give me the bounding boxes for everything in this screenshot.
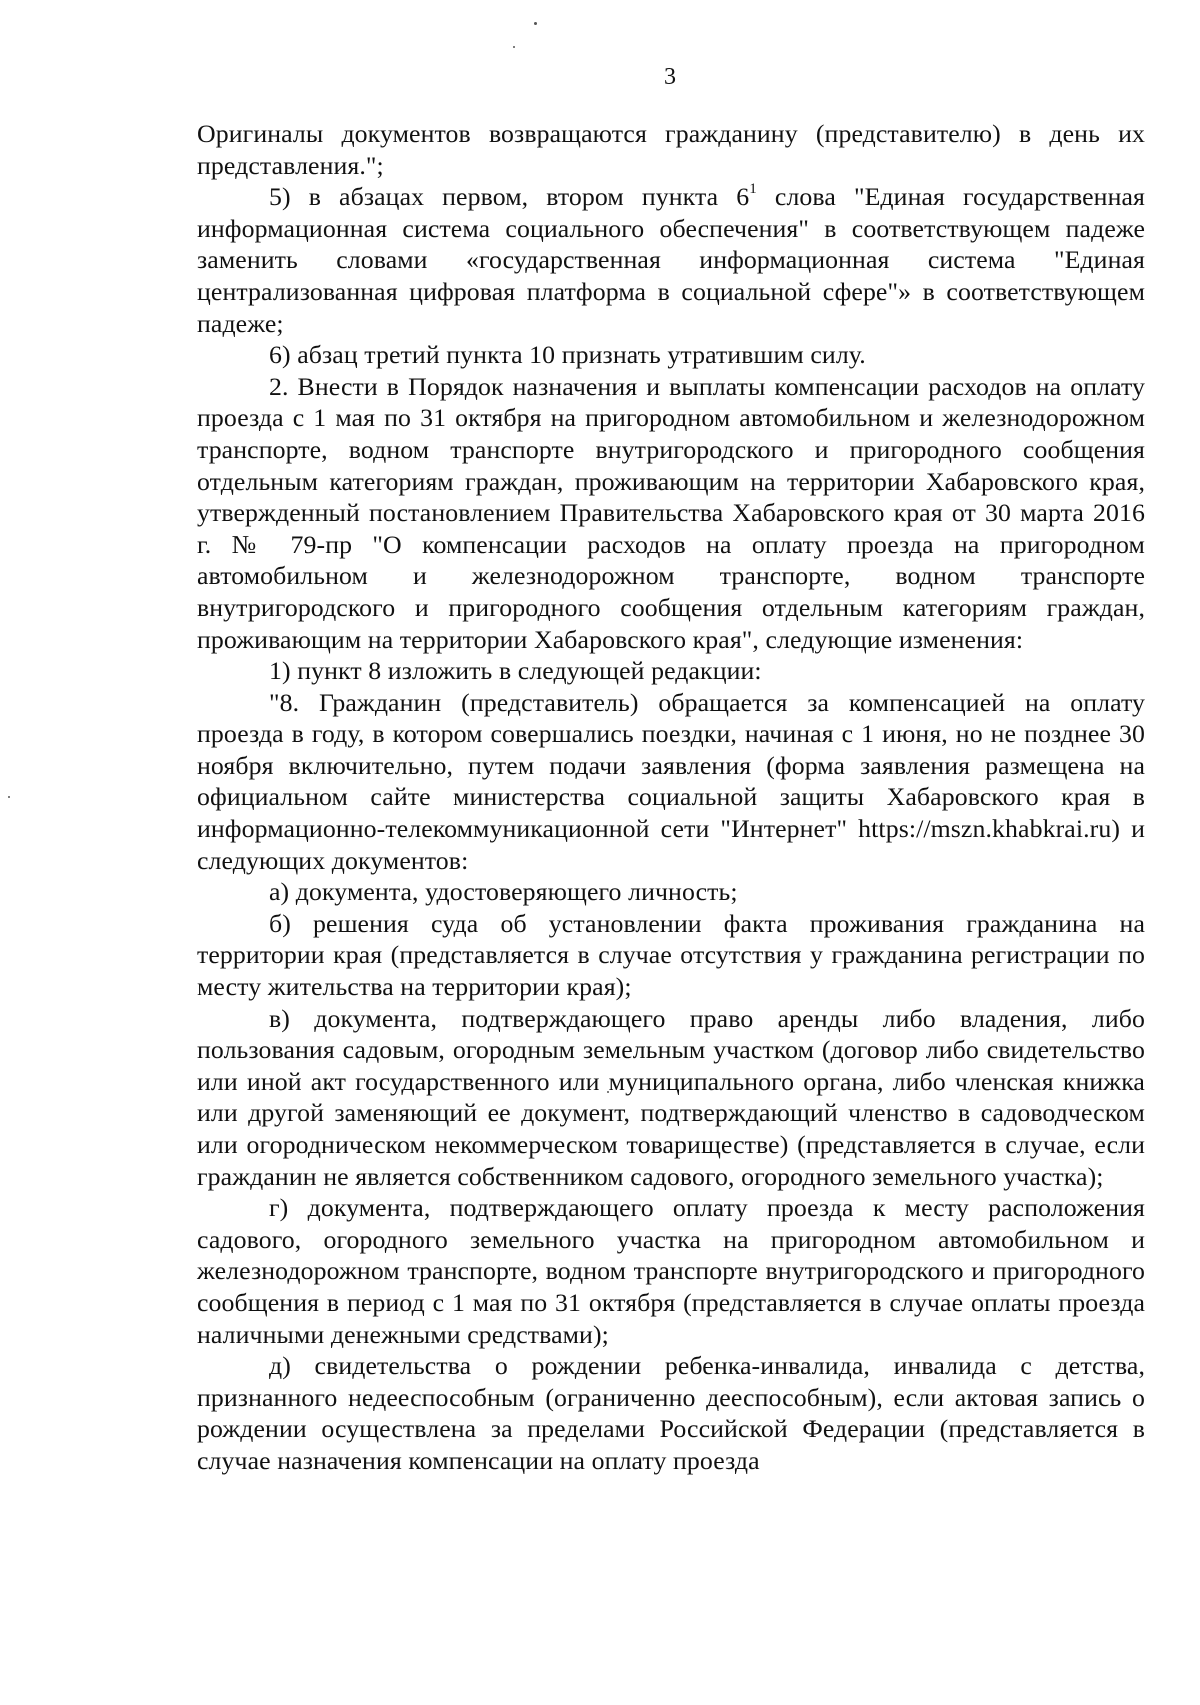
- scan-speck: [534, 22, 537, 25]
- paragraph-text: слова "Единая государственная информационная система социального обеспечения" в соответствующем падеже заменить словами «государственная информационная система "Единая централизованная цифровая платформа в социальной сфере"» в соответствующем падеже;: [197, 182, 1145, 338]
- page-number: 3: [664, 64, 676, 90]
- paragraph: "8. Гражданин (представитель) обращается за компенсацией на оплату проезда в году, в котором совершались поездки, начиная с 1 июня, но не позднее 30 ноября включительно, путем подачи заявления (форма заявления размещена на официальном сайте министерства социальной защиты Хабаровского края в информационно-телекоммуникационной сети "Интернет" https://mszn.khabkrai.ru) и следующих документов:: [197, 687, 1145, 875]
- paragraph: в) документа, подтверждающего право аренды либо владения, либо пользования садовым, огородным земельным участком (договор либо свидетельство или иной акт государственного или муниципального органа, либо членская книжка или другой заменяющий ее документ, подтверждающий членство в садоводческом или огородническом некоммерческом товариществе) (представляется в случае, если гражданин не является собственником садового, огородного земельного участка);: [197, 1003, 1145, 1191]
- paragraph: 2. Внести в Порядок назначения и выплаты компенсации расходов на оплату проезда с 1 мая по 31 октября на пригородном автомобильном и железнодорожном транспорте, водном транспорте внутригородского и пригородного сообщения отдельным категориям граждан, проживающим на территории Хабаровского края, утвержденный постановлением Правительства Хабаровского края от 30 марта 2016 г. № 79-пр "О компенсации расходов на оплату проезда на пригородном автомобильном и железнодорожном транспорте, водном транспорте внутригородского и пригородного сообщения отдельным категориям граждан, проживающим на территории Хабаровского края", следующие изменения:: [197, 371, 1145, 654]
- paragraph: г) документа, подтверждающего оплату проезда к месту расположения садового, огородного земельного участка на пригородном автомобильном и железнодорожном транспорте, водном транспорте внутригородского и пригородного сообщения в период с 1 мая по 31 октября (представляется в случае оплаты проезда наличными денежными средствами);: [197, 1193, 1145, 1349]
- paragraph: [197, 181, 1145, 339]
- paragraph-text: 5) в абзацах первом, втором пункта 6: [269, 182, 750, 212]
- superscript: 1: [749, 180, 757, 197]
- paragraph: 1) пункт 8 изложить в следующей редакции:: [269, 656, 762, 686]
- scan-speck: [513, 46, 515, 48]
- paragraph: б) решения суда об установлении факта проживания гражданина на территории края (представляется в случае отсутствия у гражданина регистрации по месту жительства на территории края);: [197, 908, 1145, 1002]
- paragraph: 6) абзац третий пункта 10 признать утратившим силу.: [269, 340, 866, 370]
- document-body: [197, 118, 1145, 1477]
- paragraph: Оригиналы документов возвращаются гражданину (представителю) в день их представления.";: [197, 119, 1145, 180]
- scan-speck: [8, 796, 10, 798]
- paragraph: д) свидетельства о рождении ребенка-инвалида, инвалида с детства, признанного недееспособным (ограниченно дееспособным), если актовая запись о рождении осуществлена за пределами Российской Федерации (представляется в случае назначения компенсации на оплату проезда: [197, 1351, 1145, 1475]
- paragraph: а) документа, удостоверяющего личность;: [269, 877, 738, 907]
